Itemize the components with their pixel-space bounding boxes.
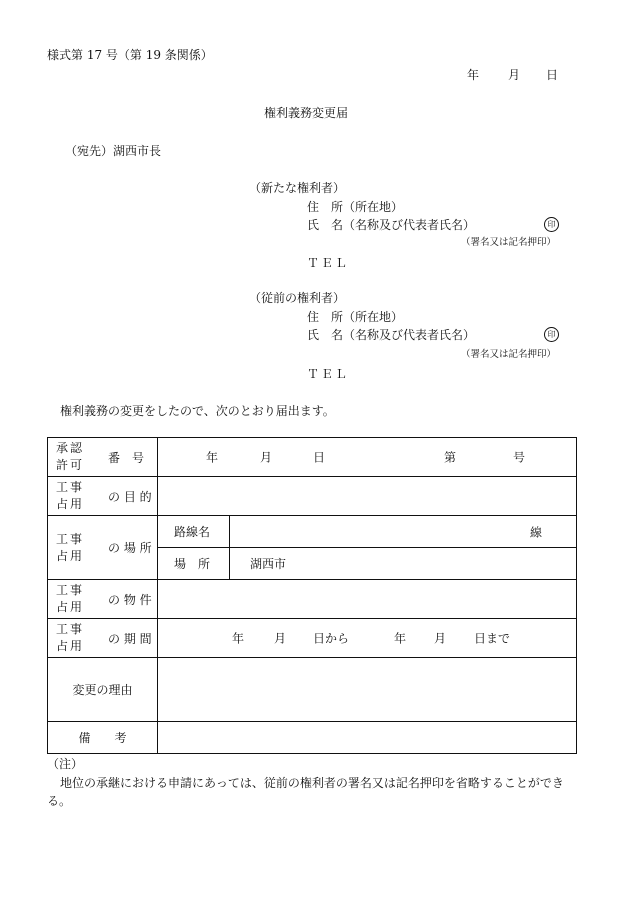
- place-label: 場 所: [158, 548, 230, 580]
- note-heading: （注）: [47, 757, 84, 771]
- remarks-field[interactable]: [158, 722, 577, 754]
- note-line-1: 地位の承継における申請にあっては、従前の権利者の署名又は記名押印を省略することができ: [60, 776, 564, 790]
- period-label: の 期 間: [108, 631, 152, 646]
- route-field[interactable]: [230, 516, 577, 548]
- new-holder-seal-note: （署名又は記名押印）: [461, 237, 557, 248]
- form-number: 様式第 17 号（第 19 条関係）: [47, 48, 213, 62]
- new-holder-tel: ＴＥＬ: [307, 256, 350, 270]
- period-label-cell: 工 事 占 用 の 期 間: [48, 619, 158, 658]
- route-label: 路線名: [158, 516, 230, 548]
- period-field[interactable]: 年 月 日から 年 月 日まで: [158, 619, 577, 658]
- row-approval-number: [48, 438, 577, 477]
- reason-field[interactable]: [158, 658, 577, 722]
- new-holder-name-label: 氏 名（名称及び代表者氏名）: [307, 218, 476, 232]
- change-form-table: [47, 437, 577, 754]
- purpose-label-cell: 工 事 占 用 の 目 的: [48, 477, 158, 516]
- row-reason: [48, 658, 577, 722]
- reason-label: 変更の理由: [48, 658, 158, 722]
- route-suffix: 線: [529, 525, 542, 539]
- new-holder-seal-icon: 印: [544, 217, 559, 232]
- new-holder-address-label: 住 所（所在地）: [307, 200, 404, 214]
- location-label-cell: 工 事 占 用 の 場 所: [48, 516, 158, 580]
- addressee: （宛先）湖西市長: [65, 144, 162, 158]
- location-label: の 場 所: [108, 541, 152, 555]
- old-holder-tel: ＴＥＬ: [307, 367, 350, 381]
- date-month: 月: [508, 68, 521, 82]
- note-line-2: る。: [47, 794, 72, 808]
- new-holder-heading: （新たな権利者）: [249, 181, 346, 195]
- purpose-field[interactable]: [158, 477, 577, 516]
- intro-text: 権利義務の変更をしたので、次のとおり届出ます。: [60, 404, 335, 418]
- place-field[interactable]: 湖西市: [230, 548, 577, 580]
- old-holder-seal-icon: 印: [544, 327, 559, 342]
- approval-number-label: 番 号: [108, 450, 145, 465]
- page-title: 権利義務変更届: [264, 106, 349, 120]
- object-label: の 物 件: [108, 592, 152, 607]
- old-holder-name-label: 氏 名（名称及び代表者氏名）: [307, 328, 476, 342]
- row-purpose: [48, 477, 577, 516]
- old-holder-heading: （従前の権利者）: [249, 291, 346, 305]
- approval-number-field[interactable]: 年 月 日 第 号: [158, 438, 577, 477]
- old-holder-address-label: 住 所（所在地）: [307, 310, 404, 324]
- row-period: [48, 619, 577, 658]
- row-location-route: [48, 516, 577, 548]
- remarks-label: 備 考: [48, 722, 158, 754]
- purpose-label: の 目 的: [108, 489, 152, 504]
- object-field[interactable]: [158, 580, 577, 619]
- object-label-cell: 工 事 占 用 の 物 件: [48, 580, 158, 619]
- date-year: 年: [467, 68, 480, 82]
- date-day: 日: [546, 68, 559, 82]
- row-object: [48, 580, 577, 619]
- old-holder-seal-note: （署名又は記名押印）: [461, 349, 557, 360]
- approval-label-cell: 承 認 許 可 番 号: [48, 438, 158, 477]
- row-remarks: [48, 722, 577, 754]
